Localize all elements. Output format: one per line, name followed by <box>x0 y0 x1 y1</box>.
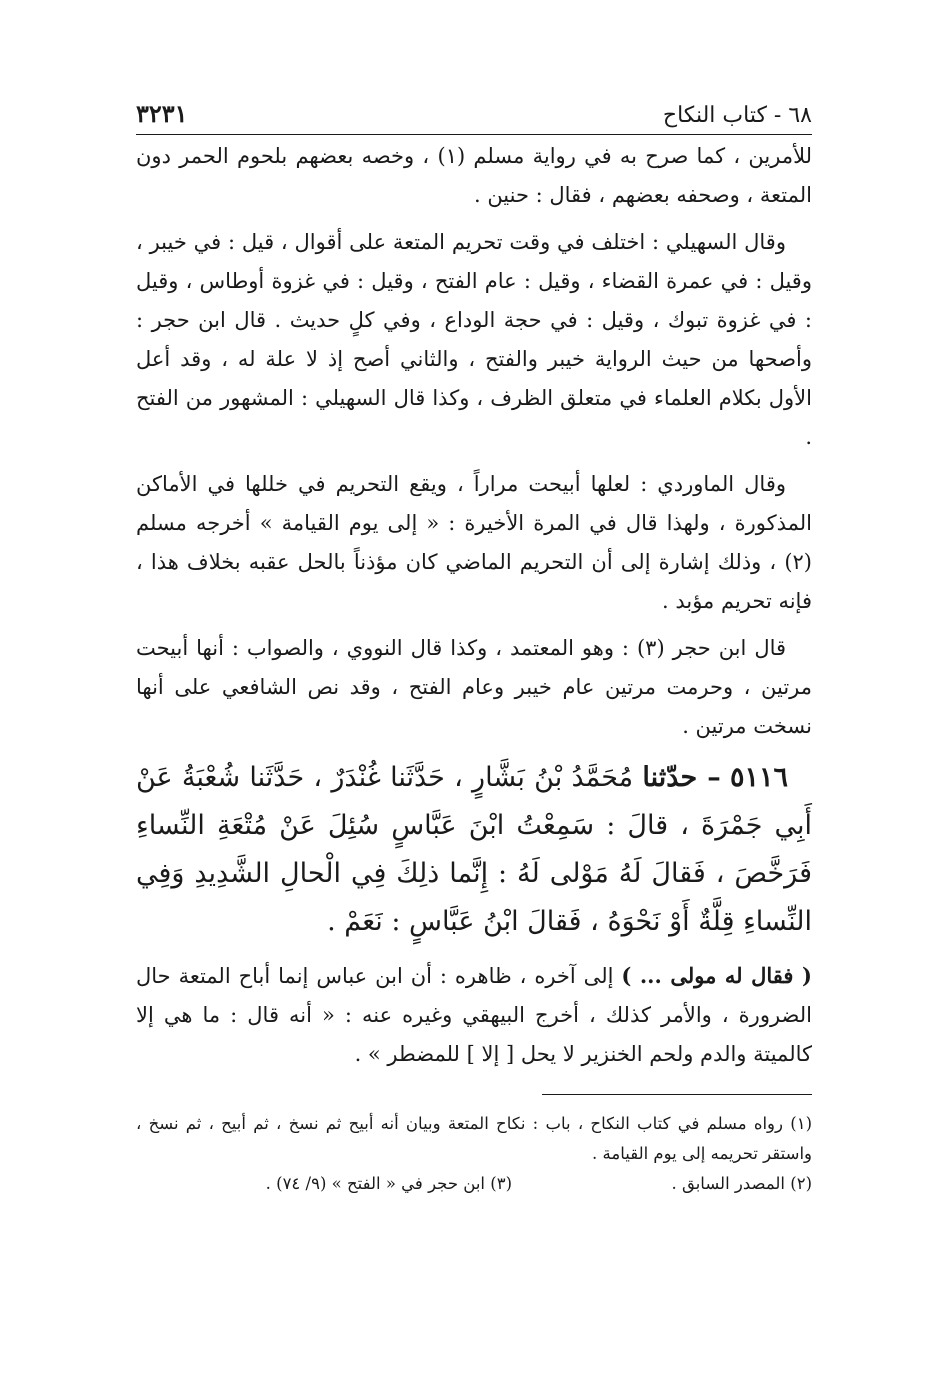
commentary-text: إلى آخره ، ظاهره : أن ابن عباس إنما أباح المتعة حال الضرورة ، والأمر كذلك ، أخرج البيهقي وغيره عنه : « أنه قال : ما هي إلا كالميتة والدم ولحم الخنزير لا يحل [ إلا ] للمضطر » . <box>136 964 812 1066</box>
paragraph: قال ابن حجر (٣) : وهو المعتمد ، وكذا قال النووي ، والصواب : أنها أبيحت مرتين ، وحرمت مرتين عام خيبر وعام الفتح ، وقد نص الشافعي على أنها نسخت مرتين . <box>136 636 812 738</box>
paragraph: وقال الماوردي : لعلها أبيحت مراراً ، ويقع التحريم في خللها في الأماكن المذكورة ، ولهذا قال في المرة الأخيرة : « إلى يوم القيامة » أخرجه مسلم (٢) ، وذلك إشارة إلى أن التحريم الماضي كان مؤذناً بالحل عقبه بخلاف هذا ، فإنه تحريم مؤبد . <box>136 472 812 613</box>
commentary-quote: ( فقال له مولى ... ) <box>621 963 812 988</box>
page-body <box>136 137 812 1199</box>
chapter-title: ٦٨ - كتاب النكاح <box>662 103 812 128</box>
hadith-number: ٥١١٦ <box>729 762 788 793</box>
footnote-3: (٣) ابن حجر في « الفتح » (٩/ ٧٤) . <box>265 1174 512 1193</box>
paragraph: وقال السهيلي : اختلف في وقت تحريم المتعة على أقوال ، قيل : في خيبر ، وقيل : في عمرة القضاء ، وقيل : عام الفتح ، وقيل : في غزوة أوطاس ، وقيل : في غزوة تبوك ، وقيل : في حجة الوداع ، وفي كلٍ حديث . قال ابن حجر : وأصحها من حيث الرواية خيبر والفتح ، والثاني أصح إذ لا علة له ، وقد أعل الأول بكلام العلماء في متعلق الظرف ، وكذا قال السهيلي : المشهور من الفتح . <box>136 230 812 449</box>
footnote-2: (٢) المصدر السابق . <box>671 1174 812 1193</box>
page-header <box>136 84 812 135</box>
commentary <box>136 956 812 1074</box>
hadith-body: مُحَمَّدُ بْنُ بَشَّارٍ ، حَدَّثَنا غُنْدَرٌ ، حَدَّثَنا شُعْبَةُ عَنْ أَبِي جَمْرَةَ ، قالَ : سَمِعْتُ ابْنَ عَبَّاسٍ سُئِلَ عَنْ مُتْعَةِ النِّساءِ فَرَخَّصَ ، فَقالَ لَهُ مَوْلى لَهُ : إِنَّما ذلِكَ فِي الْحالِ الشَّدِيدِ وَفِي النِّساءِ قِلَّةٌ أَوْ نَحْوَهُ ، فَقالَ ابْنُ عَبَّاسٍ : نَعَمْ . <box>136 762 812 937</box>
footnote-1: (١) رواه مسلم في كتاب النكاح ، باب : نكاح المتعة وبيان أنه أبيح ثم نسخ ، ثم أبيح ، ثم نسخ ، واستقر تحريمه إلى يوم القيامة . <box>136 1114 812 1163</box>
footnote-divider <box>542 1094 812 1095</box>
hadith-text <box>136 754 812 946</box>
paragraph: للأمرين ، كما صرح به في رواية مسلم (١) ، وخصه بعضهم بلحوم الحمر دون المتعة ، وصحفه بعضهم ، فقال : حنين . <box>136 144 813 207</box>
hadith-lead: – حدّثنا <box>642 762 721 793</box>
footnote-row <box>136 1169 812 1199</box>
page-number: ٣٢٣١ <box>136 99 188 128</box>
